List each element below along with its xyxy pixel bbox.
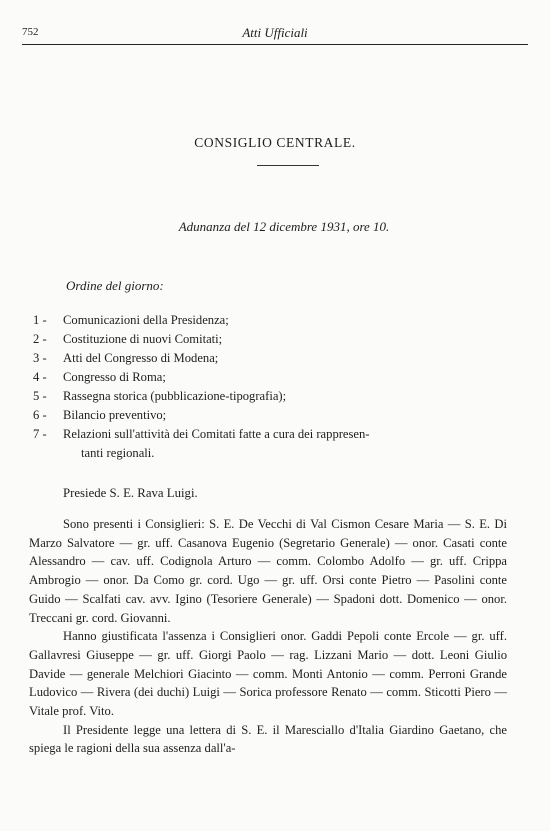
agenda-item — [33, 311, 513, 330]
meeting-date: Adunanza del 12 dicembre 1931, ore 10. — [178, 219, 390, 234]
attendees-paragraph: Sono presenti i Consiglieri: S. E. De Vecchi di Val Cismon Cesare Maria — S. E. Di Marzo Salvatore — gr. uff. Casanova Eugenio (Segretario Generale) — onor. Casati conte Alessandro — cav. uff. Codignola Arturo — comm. Colombo Adolfo — gr. uff. Crippa Ambrogio — onor. Da Como gr. cord. Ugo — gr. uff. Orsi conte Pietro — Pasolini conte Guido — Scalfati cav. avv. Igino (Tesoriere Generale) — Spadoni dott. Domenico — onor. Treccani gr. cord. Giovanni. — [29, 517, 507, 625]
agenda-item-number: 3 - — [33, 351, 47, 365]
presides-line: Presiede S. E. Rava Luigi. — [63, 486, 198, 500]
agenda-item — [33, 387, 513, 406]
agenda-item-text: Congresso di Roma; — [63, 370, 166, 384]
agenda-item-number: 2 - — [33, 332, 47, 346]
page-number: 752 — [22, 26, 39, 38]
agenda-list — [33, 311, 513, 463]
agenda-item-number: 5 - — [33, 389, 47, 403]
agenda-item — [33, 330, 513, 349]
absentees-paragraph: Hanno giustificata l'assenza i Consiglieri onor. Gaddi Pepoli conte Ercole — gr. uff. Gallavresi Giuseppe — gr. uff. Giorgi Paolo — rag. Lizzani Mario — dott. Leoni Giulio Davide — generale Melchiori Giacinto — comm. Monti Antonio — comm. Perroni Grande Ludovico — Rivera (dei duchi) Luigi — Sorica professore Renato — comm. Sticotti Piero — Vitale prof. Vito. — [29, 629, 507, 719]
page-header — [22, 26, 528, 44]
body-text — [29, 515, 507, 758]
agenda-item-number: 7 - — [33, 427, 47, 441]
agenda-item-number: 6 - — [33, 408, 47, 422]
agenda-item-text: Atti del Congresso di Modena; — [63, 351, 219, 365]
agenda-item-text: Costituzione di nuovi Comitati; — [63, 332, 223, 346]
agenda-item — [33, 349, 513, 368]
agenda-item — [33, 425, 513, 444]
agenda-item-number: 4 - — [33, 370, 47, 384]
running-title: Atti Ufficiali — [242, 25, 308, 40]
agenda-item-text: Relazioni sull'attività dei Comitati fatte a cura dei rappresen- — [63, 427, 370, 441]
agenda-heading: Ordine del giorno: — [66, 278, 164, 293]
agenda-item — [33, 368, 513, 387]
header-rule — [22, 44, 528, 45]
agenda-item-continuation: tanti regionali. — [81, 446, 155, 460]
title-rule — [257, 165, 319, 166]
agenda-item-text: Bilancio preventivo; — [63, 408, 167, 422]
agenda-item-text: Comunicazioni della Presidenza; — [63, 313, 229, 327]
section-title: CONSIGLIO CENTRALE. — [194, 135, 356, 150]
agenda-item-text: Rassegna storica (pubblicazione-tipografia); — [63, 389, 287, 403]
agenda-item — [33, 406, 513, 425]
president-paragraph: Il Presidente legge una lettera di S. E. il Maresciallo d'Italia Giardino Gaetano, che spiega le ragioni della sua assenza dall'a- — [29, 722, 507, 756]
agenda-item-number: 1 - — [33, 313, 47, 327]
